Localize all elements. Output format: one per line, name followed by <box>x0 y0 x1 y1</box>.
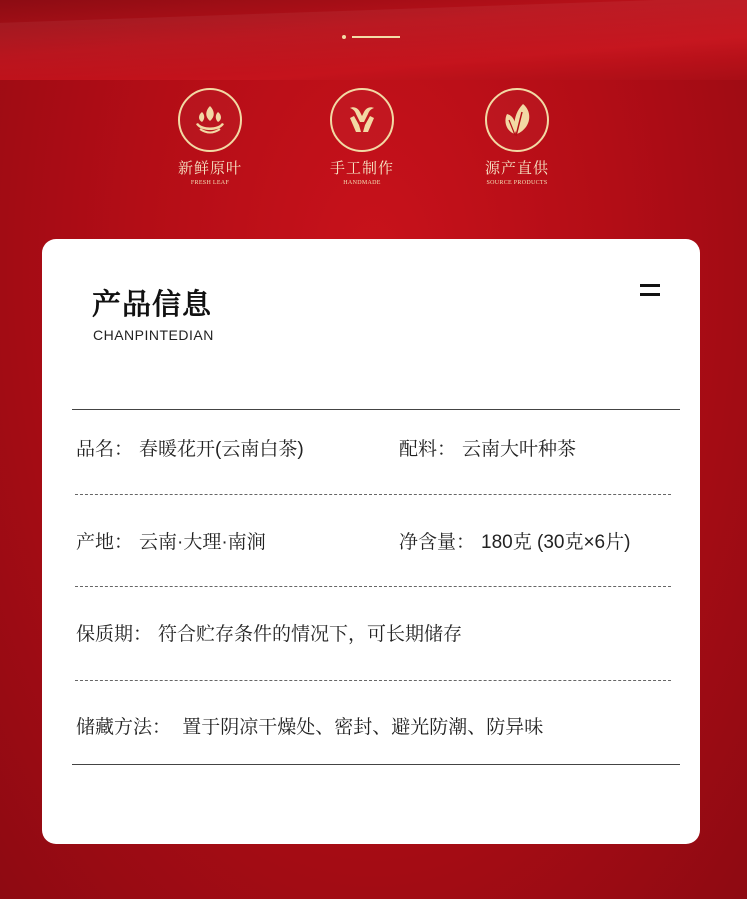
info-label: 保质期： <box>76 624 153 645</box>
top-sheen-decoration <box>0 0 747 80</box>
card-title: 产品信息 <box>92 287 213 321</box>
info-label: 净含量： <box>399 532 476 553</box>
info-value: 置于阴凉干燥处、密封、避光防潮、防异味 <box>177 717 544 738</box>
tea-leaf-hand-icon <box>178 88 242 152</box>
top-rule <box>72 409 680 410</box>
info-value: 春暖花开(云南白茶) <box>139 439 304 460</box>
dashed-divider <box>75 680 671 681</box>
info-cell-shelf-life <box>76 619 462 646</box>
hands-icon <box>330 88 394 152</box>
dashed-divider <box>75 586 671 587</box>
badge-handmade <box>302 88 422 186</box>
info-cell-net-weight <box>399 527 630 554</box>
info-value: 云南·大理·南涧 <box>139 532 266 553</box>
bottom-rule <box>72 764 680 765</box>
leaf-icon <box>485 88 549 152</box>
info-label: 储藏方法： <box>76 717 172 738</box>
top-divider-ornament <box>342 34 402 40</box>
info-value: 云南大叶种茶 <box>462 439 577 460</box>
feature-badges <box>0 88 747 198</box>
info-label: 配料： <box>399 439 457 460</box>
info-label: 品名： <box>76 439 134 460</box>
info-value: 180克 (30克×6片) <box>481 532 631 553</box>
badge-subtitle: HANDMADE <box>343 180 381 186</box>
info-value: 符合贮存条件的情况下，可长期储存 <box>158 624 463 645</box>
product-info-card <box>42 239 700 844</box>
badge-subtitle: FRESH LEAF <box>190 180 230 186</box>
menu-icon[interactable] <box>640 284 660 298</box>
info-label: 产地： <box>76 532 134 553</box>
info-cell-ingredients <box>399 434 576 461</box>
badge-source-products <box>457 88 577 186</box>
info-cell-origin <box>76 527 266 554</box>
badge-title: 源产直供 <box>484 159 549 177</box>
info-cell-name <box>76 434 304 461</box>
badge-fresh-leaf <box>150 88 270 186</box>
dashed-divider <box>75 494 671 495</box>
badge-title: 新鲜原叶 <box>177 159 242 177</box>
info-cell-storage <box>76 712 543 739</box>
card-subtitle: CHANPINTEDIAN <box>93 327 214 343</box>
badge-subtitle: SOURCE PRODUCTS <box>486 180 548 186</box>
badge-title: 手工制作 <box>329 159 394 177</box>
